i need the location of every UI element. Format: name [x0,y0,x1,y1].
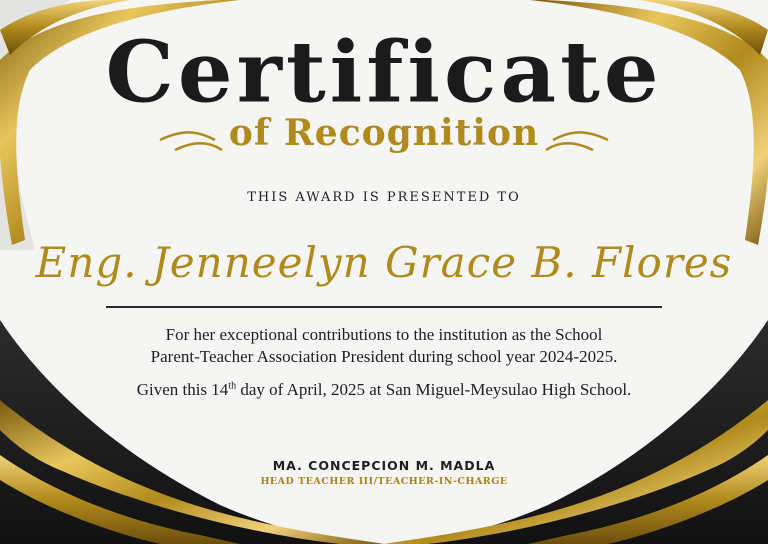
subtitle-wrap [0,112,768,154]
signatory-name: MA. CONCEPCION M. MADLA [272,458,496,473]
recognition-line-1: For her exceptional contributions to the institution as the School [165,325,603,344]
given-rest: day of April, 2025 at San Miguel-Meysulao High School. [236,380,632,399]
given-ordinal-suffix: th [228,380,237,392]
name-underline [106,306,662,308]
presented-to-label: THIS AWARD IS PRESENTED TO [247,190,521,205]
given-date-text [40,380,728,400]
recognition-line-2: Parent-Teacher Association President during school year 2024-2025. [150,347,618,366]
certificate-title: Certificate [105,23,663,122]
recipient-name: Eng. Jenneelyn Grace B. Flores [35,238,733,287]
signatory-title: HEAD TEACHER III/TEACHER-IN-CHARGE [260,476,508,487]
certificate-subtitle: of Recognition [228,112,540,154]
given-prefix: Given this 14 [136,380,229,399]
recognition-text [60,324,708,368]
